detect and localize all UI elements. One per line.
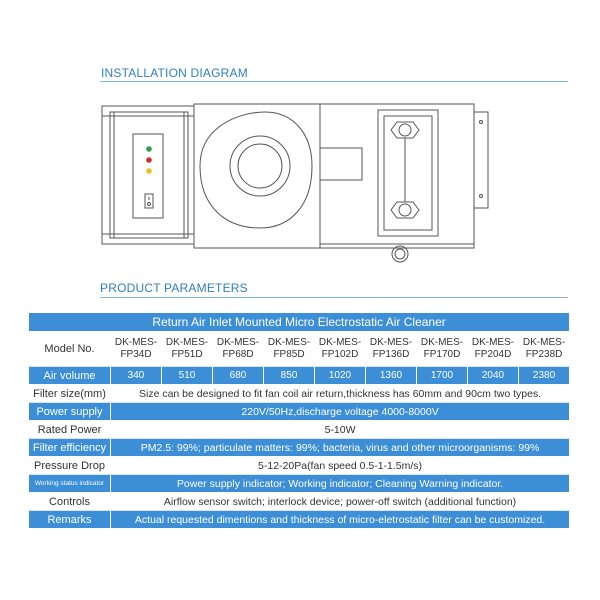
cleaner-module-frame <box>102 106 194 244</box>
model-cell: DK-MES- FP102D <box>315 332 366 367</box>
air-volume-cell: 2040 <box>468 367 519 385</box>
model-cell: DK-MES- FP238D <box>519 332 570 367</box>
filter-efficiency-value: PM2.5: 99%; particulate matters: 99%; bacteria, virus and other microorganisms: 99% <box>111 439 570 457</box>
air-volume-cell: 1020 <box>315 367 366 385</box>
working-status-row <box>29 475 570 493</box>
product-parameters-table <box>28 312 570 529</box>
blower-fan-icon <box>230 136 290 196</box>
working-status-value: Power supply indicator; Working indicator; Cleaning Warning indicator. <box>111 475 570 493</box>
model-cell: DK-MES- FP34D <box>111 332 162 367</box>
rated-power-row <box>29 421 570 439</box>
remarks-row <box>29 511 570 529</box>
air-volume-cell: 680 <box>213 367 264 385</box>
filter-size-value: Size can be designed to fit fan coil air return,thickness has 60mm and 90cm two types. <box>111 385 570 403</box>
table-header-row <box>29 313 570 332</box>
model-cell: DK-MES- FP51D <box>162 332 213 367</box>
filter-size-row <box>29 385 570 403</box>
pressure-drop-label: Pressure Drop <box>29 457 111 475</box>
air-volume-label: Air volume <box>29 367 111 385</box>
air-volume-cell: 2380 <box>519 367 570 385</box>
indicator-green-icon <box>146 146 152 152</box>
rated-power-label: Rated Power <box>29 421 111 439</box>
air-volume-cell: 340 <box>111 367 162 385</box>
model-row <box>29 332 570 367</box>
product-title-rule <box>100 297 568 298</box>
installation-diagram-title: INSTALLATION DIAGRAM <box>101 66 248 80</box>
installation-title-rule <box>100 81 568 82</box>
model-cell: DK-MES- FP68D <box>213 332 264 367</box>
air-volume-cell: 850 <box>264 367 315 385</box>
model-cell: DK-MES- FP170D <box>417 332 468 367</box>
motor-connector <box>320 148 362 180</box>
product-parameters-title: PRODUCT PARAMETERS <box>100 281 248 295</box>
air-volume-row <box>29 367 570 385</box>
air-volume-cell: 1360 <box>366 367 417 385</box>
rated-power-value: 5-10W <box>111 421 570 439</box>
cleaner-module-body <box>110 112 188 238</box>
power-supply-value: 220V/50Hz,discharge voltage 4000-8000V <box>111 403 570 421</box>
power-supply-label: Power supply <box>29 403 111 421</box>
remarks-label: Remarks <box>29 511 111 529</box>
filter-size-label: Filter size(mm) <box>29 385 111 403</box>
working-status-label: Working status indicator <box>29 475 111 493</box>
model-cell: DK-MES- FP136D <box>366 332 417 367</box>
controls-value: Airflow sensor switch; interlock device; power-off switch (additional function) <box>111 493 570 511</box>
mounting-bracket <box>474 112 488 208</box>
air-volume-cell: 510 <box>162 367 213 385</box>
controls-label: Controls <box>29 493 111 511</box>
pressure-drop-row <box>29 457 570 475</box>
indicator-red-icon <box>146 157 152 163</box>
model-cell: DK-MES- FP204D <box>468 332 519 367</box>
filter-efficiency-row <box>29 439 570 457</box>
filter-efficiency-label: Filter efficiency <box>29 439 111 457</box>
power-supply-row <box>29 403 570 421</box>
coil-panel <box>378 110 438 236</box>
blower-housing <box>200 112 312 228</box>
controls-row <box>29 493 570 511</box>
remarks-value: Actual requested dimentions and thickness of micro-eletrostatic filter can be customized. <box>111 511 570 529</box>
air-volume-cell: 1700 <box>417 367 468 385</box>
model-cell: DK-MES- FP85D <box>264 332 315 367</box>
table-title: Return Air Inlet Mounted Micro Electrostatic Air Cleaner <box>29 313 570 332</box>
model-label: Model No. <box>29 332 111 367</box>
indicator-yellow-icon <box>146 168 152 174</box>
pressure-drop-value: 5-12-20Pa(fan speed 0.5-1-1.5m/s) <box>111 457 570 475</box>
installation-diagram <box>100 96 500 264</box>
